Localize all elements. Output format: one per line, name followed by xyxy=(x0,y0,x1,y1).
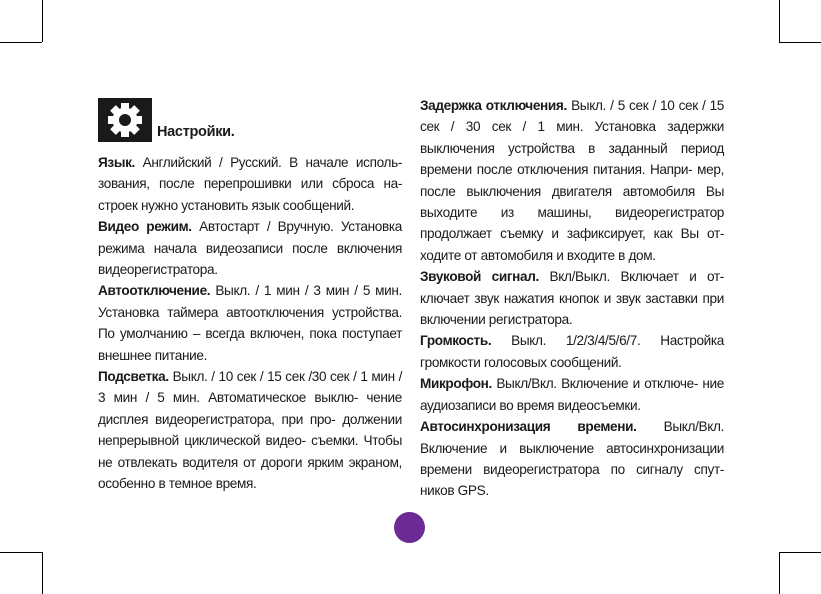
setting-term: Автоотключение. xyxy=(98,283,211,299)
setting-term: Язык. xyxy=(98,155,135,170)
setting-term: Громкость. xyxy=(420,333,492,349)
setting-term: Задержка отключения. xyxy=(420,98,567,113)
right-column xyxy=(420,95,724,502)
section-title: Настройки. xyxy=(157,124,235,140)
setting-backlight xyxy=(98,366,402,494)
setting-description: Выкл. 1/2/3/4/5/6/7. Настройка громкости голосовых сообщений. xyxy=(420,333,724,370)
gear-icon xyxy=(98,98,152,142)
setting-time-sync xyxy=(420,416,724,502)
setting-volume xyxy=(420,330,724,373)
setting-sound-signal xyxy=(420,266,724,330)
setting-term: Автосинхронизация времени. xyxy=(420,419,637,435)
left-column xyxy=(98,152,402,495)
setting-description: Выкл. / 10 сек / 15 сек /30 сек / 1 мин / 3 мин / 5 мин. Автоматическое выклю- чение дисплея видеорегистратора, при про- должении непрерывной циклической видео- съемки. Чтобы не отвлекать водителя от дороги ярким экраном, особенно в темное время. xyxy=(98,369,402,492)
setting-term: Видео режим. xyxy=(98,219,192,235)
setting-description: Выкл/Вкл. Включение и выключение автосинхронизации времени видеорегистратора по сигналу спут- ников GPS. xyxy=(420,419,724,499)
setting-description: Вкл/Выкл. Включает и от- ключает звук нажатия кнопок и звук заставки при включении регистратора. xyxy=(420,269,724,328)
setting-microphone xyxy=(420,373,724,416)
setting-description: Английский / Русский. В начале исполь- зования, после перепрошивки или сброса на- строек нужно установить язык сообщений. xyxy=(98,155,402,213)
setting-description: Выкл. / 1 мин / 3 мин / 5 мин. Установка таймера автоотключения устройства. По умолчанию – всегда включен, пока поступает внешнее питание. xyxy=(98,283,402,363)
setting-term: Микрофон. xyxy=(420,376,492,392)
setting-description: Выкл. / 5 сек / 10 сек / 15 сек / 30 сек / 1 мин. Установка задержки выключения устройства в заданный период времени после отключения питания. Напри- мер, после выключения двигателя автомобиля Вы выходите из машины, видеорегистратор продолжает съемку и зафиксирует, как Вы от- ходите от автомобиля и входите в дом. xyxy=(420,98,724,263)
setting-language xyxy=(98,152,402,216)
setting-description: Автостарт / Вручную. Установка режима начала видеозаписи после включения видеорегистратора. xyxy=(98,219,402,278)
setting-video-mode xyxy=(98,216,402,280)
setting-term: Звуковой сигнал. xyxy=(420,269,539,285)
setting-shutdown-delay xyxy=(420,95,724,266)
setting-description: Выкл/Вкл. Включение и отключе- ние аудиозаписи во время видеосъемки. xyxy=(420,376,724,413)
setting-auto-off xyxy=(98,280,402,366)
setting-term: Подсветка. xyxy=(98,369,169,385)
page-marker-dot xyxy=(394,512,425,543)
